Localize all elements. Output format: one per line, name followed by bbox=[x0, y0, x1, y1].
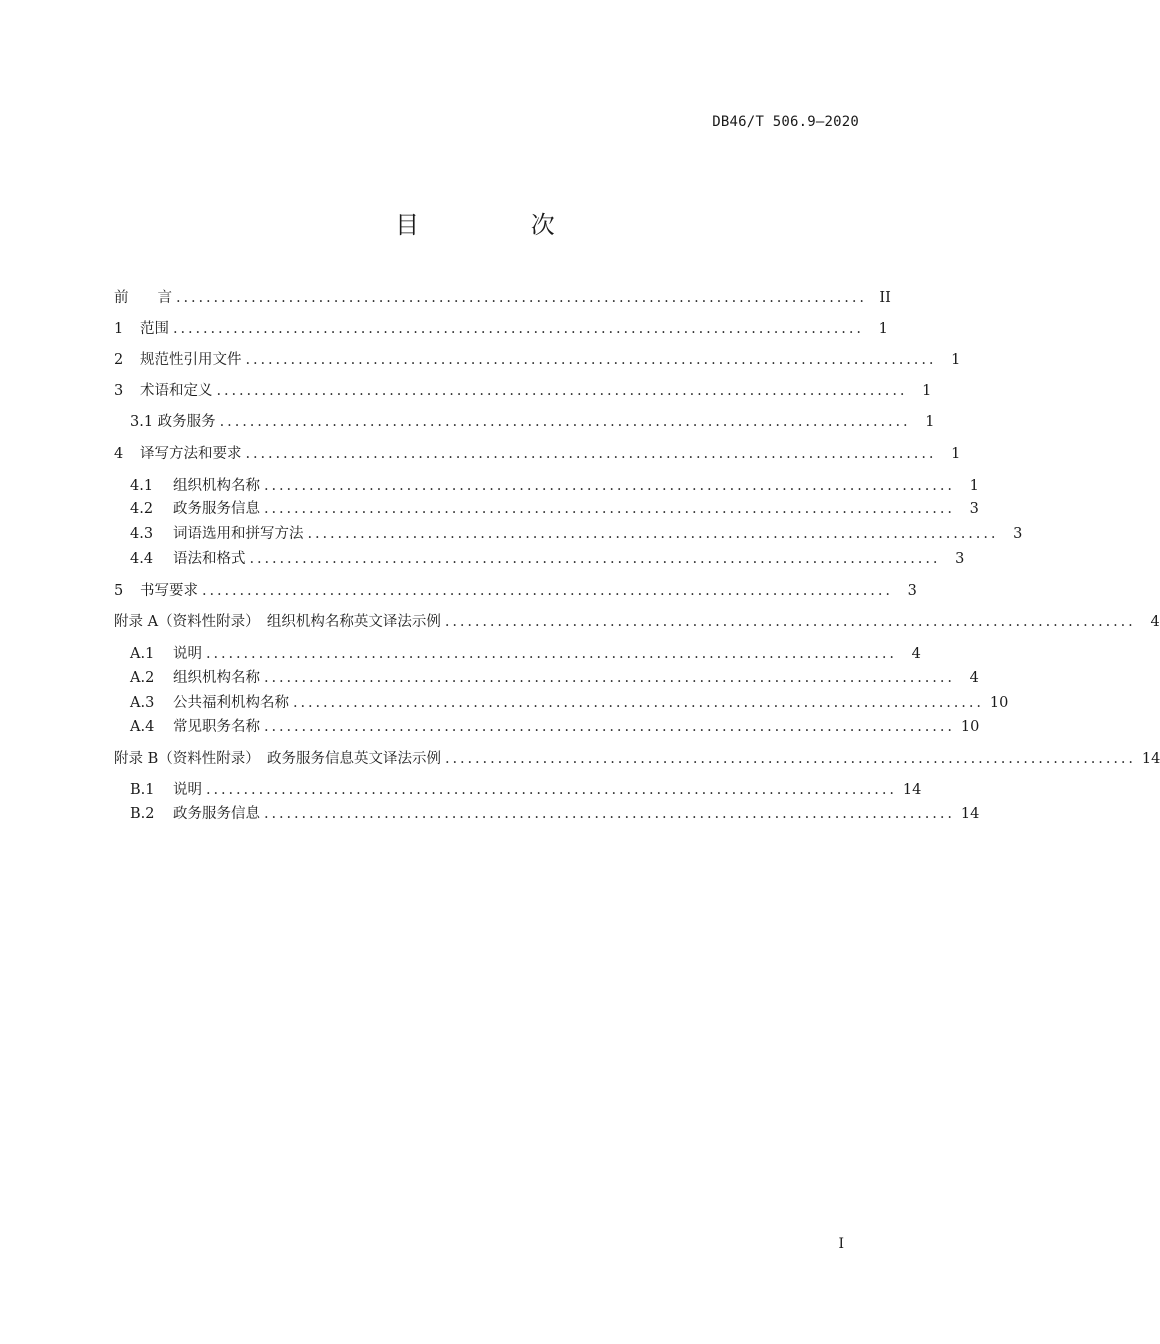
toc-entry-appendix-a[interactable] bbox=[114, 611, 1160, 633]
toc-page: 4 bbox=[1150, 614, 1160, 630]
dot-leader: ............................................................................................ bbox=[219, 414, 911, 430]
toc-entry-appendix-b[interactable] bbox=[114, 748, 1160, 770]
dot-leader: ............................................................................................ bbox=[264, 478, 955, 494]
toc-label: 译写方法和要求 bbox=[140, 446, 242, 462]
dot-leader: ............................................................................................ bbox=[264, 501, 955, 517]
toc-label: 术语和定义 bbox=[140, 383, 213, 399]
toc-entry-3[interactable] bbox=[114, 380, 932, 402]
dot-leader: ............................................................................................ bbox=[176, 290, 867, 306]
toc-label: 前 言 bbox=[114, 290, 172, 306]
toc-label: 说明 bbox=[173, 782, 202, 798]
toc-label: 语法和格式 bbox=[173, 551, 246, 567]
toc-entry-a-4[interactable] bbox=[130, 716, 980, 738]
toc-label: 政务服务信息 bbox=[173, 806, 260, 822]
toc-entry-a-1[interactable] bbox=[130, 643, 921, 665]
toc-number: 2 bbox=[114, 352, 124, 368]
toc-page: 3 bbox=[907, 583, 917, 599]
toc-entry-b-1[interactable] bbox=[130, 779, 922, 801]
toc-label: 附录 A（资料性附录） 组织机构名称英文译法示例 bbox=[114, 614, 441, 630]
toc-number: 4.4 bbox=[130, 551, 154, 567]
toc-entry-4[interactable] bbox=[114, 443, 961, 465]
toc-label: 组织机构名称 bbox=[173, 478, 260, 494]
toc-page: 4 bbox=[969, 670, 979, 686]
toc-label: 3.1 政务服务 bbox=[130, 414, 216, 430]
toc-number: A.4 bbox=[130, 719, 155, 735]
toc-page: 14 bbox=[960, 806, 980, 822]
dot-leader: ............................................................................................ bbox=[445, 751, 1136, 767]
toc-page: 14 bbox=[1141, 751, 1160, 767]
dot-leader: ............................................................................................ bbox=[173, 321, 864, 337]
dot-leader: ............................................................................................ bbox=[245, 446, 937, 462]
dot-leader: ............................................................................................ bbox=[206, 646, 897, 662]
toc-number: A.1 bbox=[130, 646, 155, 662]
toc-page: 3 bbox=[1013, 526, 1023, 542]
toc-page: 10 bbox=[989, 695, 1009, 711]
toc-entry-foreword[interactable] bbox=[114, 287, 891, 309]
toc-number: A.2 bbox=[130, 670, 155, 686]
dot-leader: ............................................................................................ bbox=[307, 526, 999, 542]
page-title: 目 次 bbox=[395, 211, 607, 239]
toc-entry-4-4[interactable] bbox=[130, 548, 965, 570]
toc-entry-a-3[interactable] bbox=[130, 692, 1009, 714]
toc-page: II bbox=[879, 290, 891, 306]
dot-leader: ............................................................................................ bbox=[249, 551, 941, 567]
toc-label: 书写要求 bbox=[140, 583, 198, 599]
toc-page: 3 bbox=[955, 551, 965, 567]
dot-leader: ............................................................................................ bbox=[245, 352, 937, 368]
toc-entry-2[interactable] bbox=[114, 349, 961, 371]
toc-entry-4-2[interactable] bbox=[130, 498, 979, 520]
toc-number: A.3 bbox=[130, 695, 155, 711]
toc-page: 1 bbox=[925, 414, 935, 430]
toc-number: 3 bbox=[114, 383, 124, 399]
toc-label: 范围 bbox=[140, 321, 169, 337]
toc-page: 1 bbox=[951, 352, 961, 368]
toc-page: 1 bbox=[969, 478, 979, 494]
dot-leader: ............................................................................................ bbox=[444, 614, 1136, 630]
toc-number: B.1 bbox=[130, 782, 155, 798]
dot-leader: ............................................................................................ bbox=[202, 583, 893, 599]
toc-entry-4-3[interactable] bbox=[130, 523, 1023, 545]
toc-page: 1 bbox=[951, 446, 961, 462]
toc-number: 4.1 bbox=[130, 478, 154, 494]
dot-leader: ............................................................................................ bbox=[293, 695, 984, 711]
toc-label: 规范性引用文件 bbox=[140, 352, 242, 368]
page-number: I bbox=[838, 1236, 844, 1252]
toc-entry-b-2[interactable] bbox=[130, 803, 980, 825]
toc-number: B.2 bbox=[130, 806, 155, 822]
toc-label: 公共福利机构名称 bbox=[173, 695, 289, 711]
toc-label: 组织机构名称 bbox=[173, 670, 260, 686]
toc-page: 1 bbox=[922, 383, 932, 399]
toc-page: 4 bbox=[911, 646, 921, 662]
toc-page: 10 bbox=[960, 719, 980, 735]
toc-label: 常见职务名称 bbox=[173, 719, 260, 735]
dot-leader: ............................................................................................ bbox=[264, 719, 955, 735]
toc-entry-3-1[interactable] bbox=[130, 411, 935, 433]
document-code: DB46/T 506.9—2020 bbox=[712, 114, 859, 130]
toc-number: 1 bbox=[114, 321, 124, 337]
toc-entry-4-1[interactable] bbox=[130, 475, 979, 497]
dot-leader: ............................................................................................ bbox=[206, 782, 897, 798]
toc-page: 14 bbox=[902, 782, 922, 798]
dot-leader: ............................................................................................ bbox=[264, 806, 955, 822]
toc-page: 3 bbox=[969, 501, 979, 517]
toc-number: 4 bbox=[114, 446, 124, 462]
toc-label: 词语选用和拼写方法 bbox=[173, 526, 304, 542]
toc-label: 政务服务信息 bbox=[173, 501, 260, 517]
toc-entry-a-2[interactable] bbox=[130, 667, 979, 689]
toc-entry-5[interactable] bbox=[114, 580, 917, 602]
toc-number: 5 bbox=[114, 583, 124, 599]
toc-number: 4.3 bbox=[130, 526, 154, 542]
toc-number: 4.2 bbox=[130, 501, 154, 517]
toc-label: 说明 bbox=[173, 646, 202, 662]
toc-page: 1 bbox=[878, 321, 888, 337]
dot-leader: ............................................................................................ bbox=[264, 670, 955, 686]
toc-entry-1[interactable] bbox=[114, 318, 888, 340]
dot-leader: ............................................................................................ bbox=[216, 383, 908, 399]
toc-label: 附录 B（资料性附录） 政务服务信息英文译法示例 bbox=[114, 751, 442, 767]
